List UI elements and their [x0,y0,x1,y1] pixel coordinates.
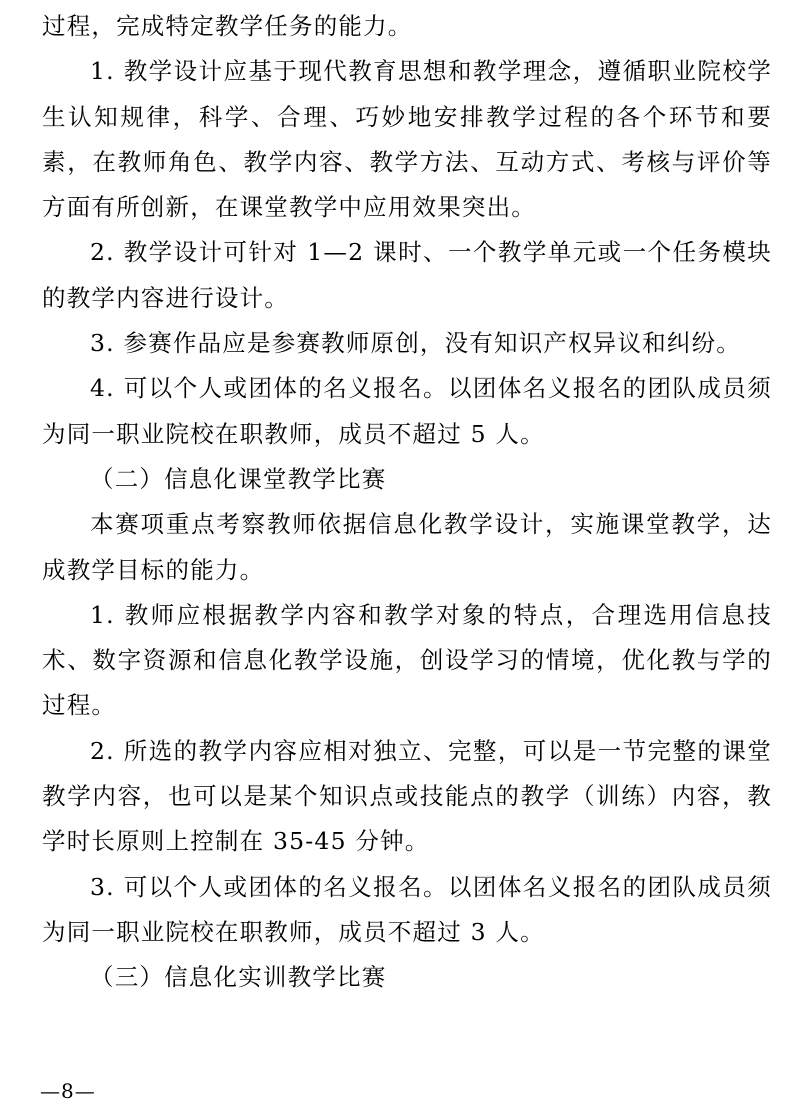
paragraph-item-3-originality: 3. 参赛作品应是参赛教师原创，没有知识产权异议和纠纷。 [90,329,741,358]
page-number: —8— [40,1079,96,1103]
paragraph-item-2-design-scope: 2. 教学设计可针对 1—2 课时、一个教学单元或一个任务模块的教学内容进行设计。 [42,238,772,312]
document-body [42,4,772,1001]
paragraph-continuation: 过程，完成特定教学任务的能力。 [42,12,413,40]
paragraph-item-4-registration: 4. 可以个人或团体的名义报名。以团体名义报名的团队成员须为同一职业院校在职教师，成员不超过 5 人。 [42,374,772,448]
paragraph-classroom-item-3: 3. 可以个人或团体的名义报名。以团体名义报名的团队成员须为同一职业院校在职教师，成员不超过 3 人。 [42,872,772,946]
paragraph-classroom-item-2: 2. 所选的教学内容应相对独立、完整，可以是一节完整的课堂教学内容，也可以是某个知识点或技能点的教学（训练）内容，教学时长原则上控制在 35-45 分钟。 [42,736,772,856]
paragraph-classroom-intro: 本赛项重点考察教师依据信息化教学设计，实施课堂教学，达成教学目标的能力。 [42,510,772,584]
section-heading-practical-training: （三）信息化实训教学比赛 [90,963,387,992]
paragraph-classroom-item-1: 1. 教师应根据教学内容和教学对象的特点，合理选用信息技术、数字资源和信息化教学设施，创设学习的情境，优化教与学的过程。 [42,600,772,720]
section-heading-classroom-teaching: （二）信息化课堂教学比赛 [90,464,387,493]
paragraph-item-1-design-basis: 1. 教学设计应基于现代教育思想和教学理念，遵循职业院校学生认知规律，科学、合理、巧妙地安排教学过程的各个环节和要素，在教师角色、教学内容、教学方法、互动方式、考核与评价等方面有所创新，在课堂教学中应用效果突出。 [42,57,772,222]
